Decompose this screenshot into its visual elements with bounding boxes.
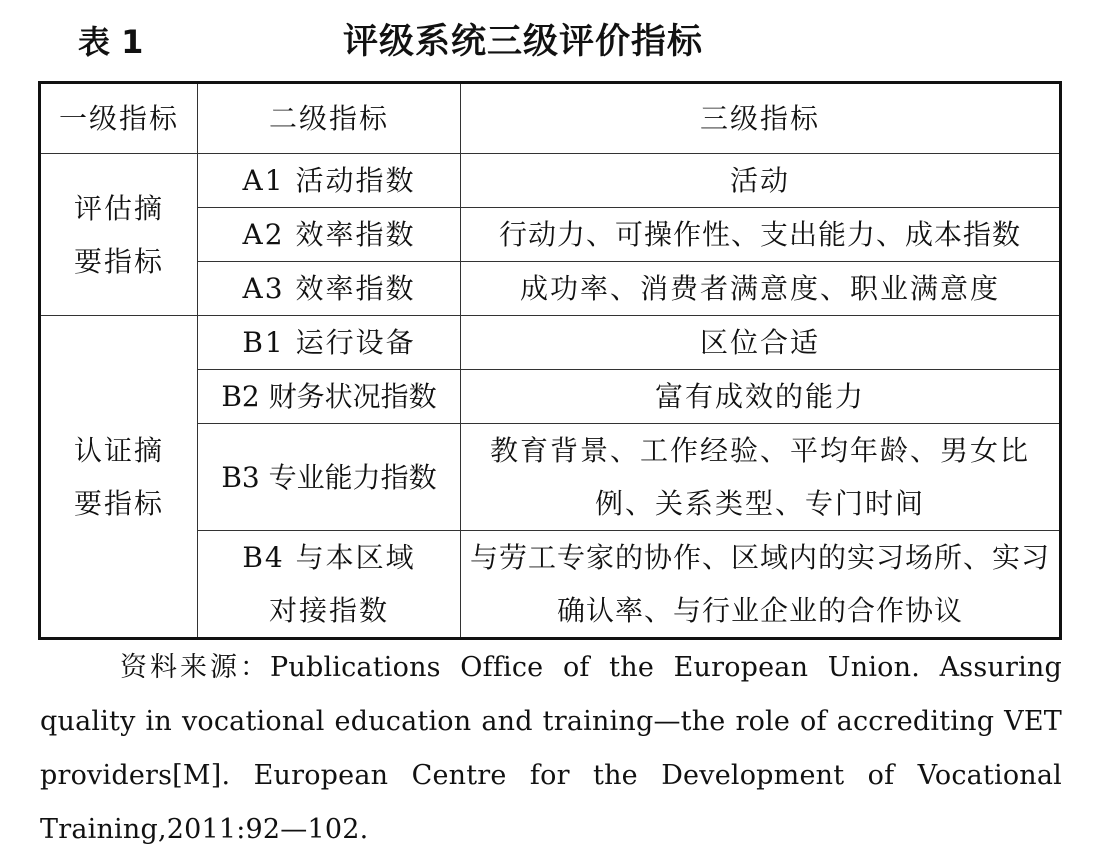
a2-level3: 行动力、可操作性、支出能力、成本指数 — [461, 208, 1061, 262]
a1-level3: 活动 — [461, 154, 1061, 208]
header-level3: 三级指标 — [461, 83, 1061, 154]
source-citation: Publications Office of the European Union. Assuring quality in vocational education and training—the role of accrediting VET providers[M]. European Centre for the Development of Vocational Training,2011:92—102. — [40, 652, 1062, 845]
a3-level2: A3 效率指数 — [198, 262, 461, 316]
table-caption-label: 表 1 — [78, 23, 144, 61]
b1-level2: B1 运行设备 — [198, 316, 461, 370]
b3-level3: 教育背景、工作经验、平均年龄、男女比例、关系类型、专门时间 — [461, 424, 1061, 531]
source-label: 资料来源： — [120, 652, 270, 683]
a1-level2: A1 活动指数 — [198, 154, 461, 208]
header-level1: 一级指标 — [40, 83, 198, 154]
b2-level3: 富有成效的能力 — [461, 370, 1061, 424]
table-row — [40, 154, 1061, 208]
table-row — [40, 316, 1061, 370]
b4-level3: 与劳工专家的协作、区域内的实习场所、实习确认率、与行业企业的合作协议 — [461, 531, 1061, 639]
b3-level2: B3 专业能力指数 — [198, 424, 461, 531]
b4-level2: B4 与本区域对接指数 — [198, 531, 461, 639]
table-caption-title: 评级系统三级评价指标 — [343, 22, 704, 62]
indicator-table — [38, 81, 1062, 640]
group-b-level1: 认证摘要指标 — [40, 316, 198, 639]
a2-level2: A2 效率指数 — [198, 208, 461, 262]
source-note — [40, 641, 1062, 857]
header-level2: 二级指标 — [198, 83, 461, 154]
a3-level3: 成功率、消费者满意度、职业满意度 — [461, 262, 1061, 316]
table-header-row — [40, 83, 1061, 154]
b2-level2: B2 财务状况指数 — [198, 370, 461, 424]
group-a-level1: 评估摘要指标 — [40, 154, 198, 316]
b1-level3: 区位合适 — [461, 316, 1061, 370]
